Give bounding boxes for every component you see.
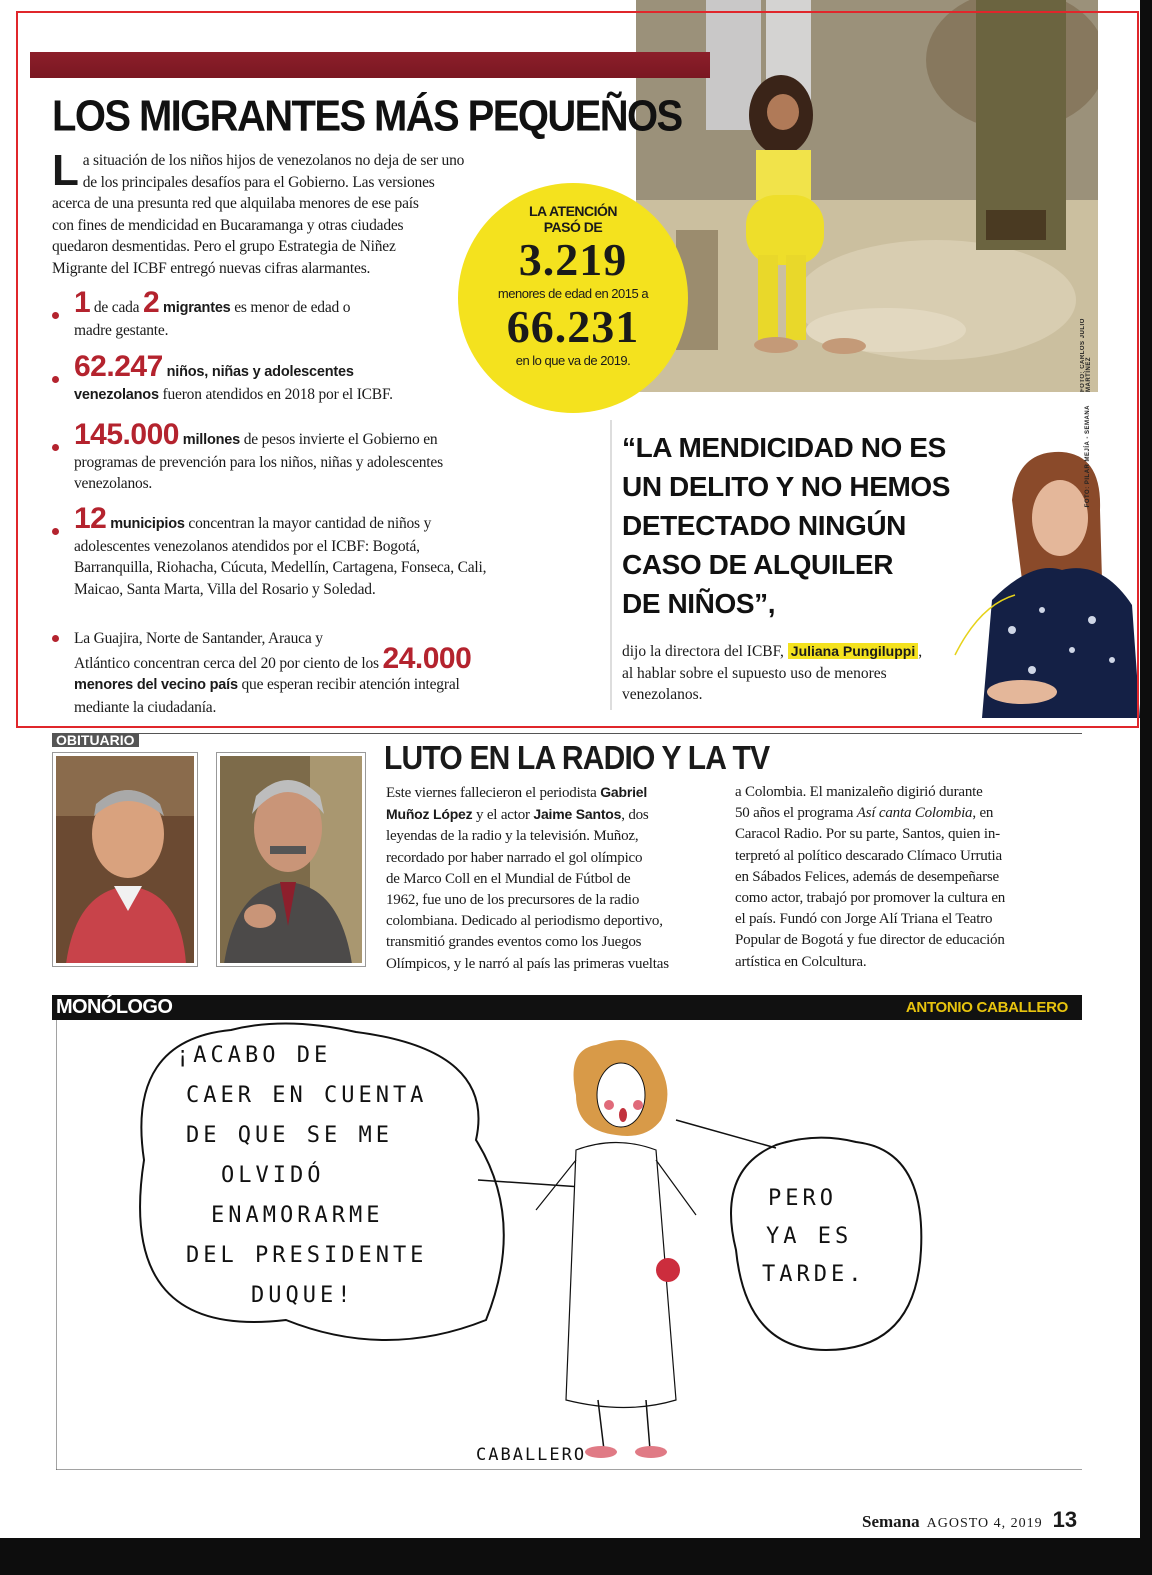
cartoonist-signature: CABALLERO — [476, 1445, 587, 1465]
stat-number: 145.000 — [74, 418, 179, 451]
speech-line: CAER EN CUENTA — [186, 1083, 428, 1108]
circle-label: PASÓ DE — [543, 219, 603, 235]
intro-line: quedaron desmentidas. Pero el grupo Estrategia de Niñez — [52, 238, 396, 255]
circle-label: LA ATENCIÓN — [528, 203, 618, 219]
speech-line: DEL PRESIDENTE — [186, 1243, 428, 1268]
cartoon-drawing — [56, 1020, 1082, 1470]
photo-juliana-pungiluppi — [972, 430, 1140, 718]
bullet-dot — [52, 376, 59, 383]
issue-date: AGOSTO 4, 2019 — [926, 1516, 1043, 1531]
page-footer — [862, 1507, 1077, 1533]
speech-line: YA ES — [766, 1224, 853, 1249]
section-tag-obituario: OBITUARIO — [52, 733, 139, 747]
section-rule — [52, 733, 1082, 734]
monologo-bar — [52, 995, 1082, 1020]
intro-line: de los principales desafíos para el Gobierno. Las versiones — [82, 173, 435, 191]
intro-line: acerca de una presunta red que alquilaba menores de ese país — [52, 195, 419, 212]
scan-edge-bottom — [0, 1538, 1152, 1575]
stat-number: 12 — [74, 502, 107, 535]
intro-line: a situación de los niños hijos de venezolanos no deja de ser uno — [82, 152, 465, 169]
obituary-column-1: Este viernes fallecieron el periodista Gabriel Muñoz López y el actor Jaime Santos, dos leyendas de la radio y la televisión. Muñoz, recordado por haber narrado el gol olímpico de Marco Coll en el Mundial de Fútbol de 1962, fue uno de los precursores de la radio colombiana. Dedicado al periodismo deportivo, transmitió grandes eventos como los Juegos Olímpicos, y le narró al país las primeras vueltas — [386, 784, 669, 972]
stat-number: 1 — [74, 286, 91, 319]
dropcap: L — [52, 146, 79, 195]
stat-number: 2 — [143, 286, 160, 319]
circle-number-2019: 66.231 — [506, 301, 640, 352]
divider — [610, 420, 612, 710]
speech-line: ¡ACABO DE — [176, 1043, 332, 1068]
intro-line: Migrante del ICBF entregó nuevas cifras alarmantes. — [52, 259, 371, 277]
callout-line — [900, 585, 1020, 665]
speech-line: OLVIDÓ — [221, 1163, 325, 1188]
stat-bullet-1: 1 de cada 2 migrantes es menor de edad o madre gestante. — [52, 292, 472, 341]
page-number: 13 — [1052, 1507, 1078, 1532]
stat-number: 24.000 — [382, 641, 472, 675]
intro-line: con fines de mendicidad en Bucaramanga y otras ciudades — [52, 216, 404, 234]
photo-credit-girl: FOTO: CARLOS JULIO MARTÍNEZ — [1080, 318, 1092, 392]
section-tag-monologo: MONÓLOGO — [52, 995, 176, 1020]
highlighted-name: Juliana Pungiluppi — [788, 643, 918, 659]
bullet-dot — [52, 444, 59, 451]
stat-bullet-3: 145.000 millones de pesos invierte el Gobierno en programas de prevención para los niños, niñas y adolescentes venezolanos. — [52, 424, 572, 495]
bullet-dot — [52, 312, 59, 319]
speech-line: TARDE. — [762, 1262, 866, 1287]
headline: LOS MIGRANTES MÁS PEQUEÑOS — [52, 92, 682, 141]
quote-attribution: dijo la directora del ICBF, Juliana Pungiluppi , al hablar sobre el supuesto uso de menores venezolanos. — [622, 643, 923, 703]
author-name: ANTONIO CABALLERO — [905, 999, 1068, 1016]
photo-gabriel-munoz — [52, 752, 198, 967]
speech-line: ENAMORARME — [211, 1203, 384, 1228]
stat-bullet-2: 62.247 niños, niñas y adolescentes venezolanos fueron atendidos en 2018 por el ICBF. — [52, 356, 512, 406]
cartoon — [56, 1020, 1082, 1470]
speech-line: PERO — [768, 1186, 837, 1211]
photo-credit-woman: FOTO: PILAR MEJÍA - SEMANA — [1085, 405, 1091, 508]
stat-bullet-5: La Guajira, Norte de Santander, Arauca y Atlántico concentran cerca del 20 por ciento de los 24.000 menores del vecino país que esperan recibir atención integral mediante la ciudadanía. — [52, 628, 592, 718]
scan-edge-right — [1140, 0, 1152, 1575]
speech-line: DE QUE SE ME — [186, 1123, 393, 1148]
magazine-name: Semana — [862, 1512, 920, 1531]
circle-text: menores de edad en 2015 a — [497, 286, 649, 301]
circle-number-2015: 3.219 — [518, 234, 628, 285]
obituary-column-2: a Colombia. El manizaleño digirió durante 50 años el programa Así canta Colombia, en Caracol Radio. Por su parte, Santos, quien in- terpretó al político descarado Clímaco Urrutia en Sábados Felices, además de desempeñarse como actor, trabajó por promover la cultura en el país. Fundó con Jorge Alí Triana el Teatro Popular de Bogotá y fue director de educación artística en Colcultura. — [735, 784, 1006, 970]
bullet-dot — [52, 528, 59, 535]
stat-bullet-4: 12 municipios concentran la mayor cantidad de niños y adolescentes venezolanos atendidos por el ICBF: Bogotá, Barranquilla, Riohacha, Cúcuta, Medellín, Cartagena, Fonseca, Cali, Maicao, Santa Marta, Villa del Rosario y Soledad. — [52, 508, 592, 600]
photo-jaime-santos — [216, 752, 366, 967]
section-bar — [30, 52, 710, 78]
circle-text: en lo que va de 2019. — [515, 353, 631, 368]
pull-quote: “LA MENDICIDAD NO ES UN DELITO Y NO HEMOS DETECTADO NINGÚN CASO DE ALQUILER DE NIÑOS”, — [622, 432, 951, 619]
stat-number: 62.247 — [74, 350, 163, 383]
speech-line: DUQUE! — [251, 1283, 355, 1308]
stat-circle — [458, 183, 688, 413]
obituary-title: LUTO EN LA RADIO Y LA TV — [384, 740, 770, 777]
bullet-dot — [52, 635, 59, 642]
